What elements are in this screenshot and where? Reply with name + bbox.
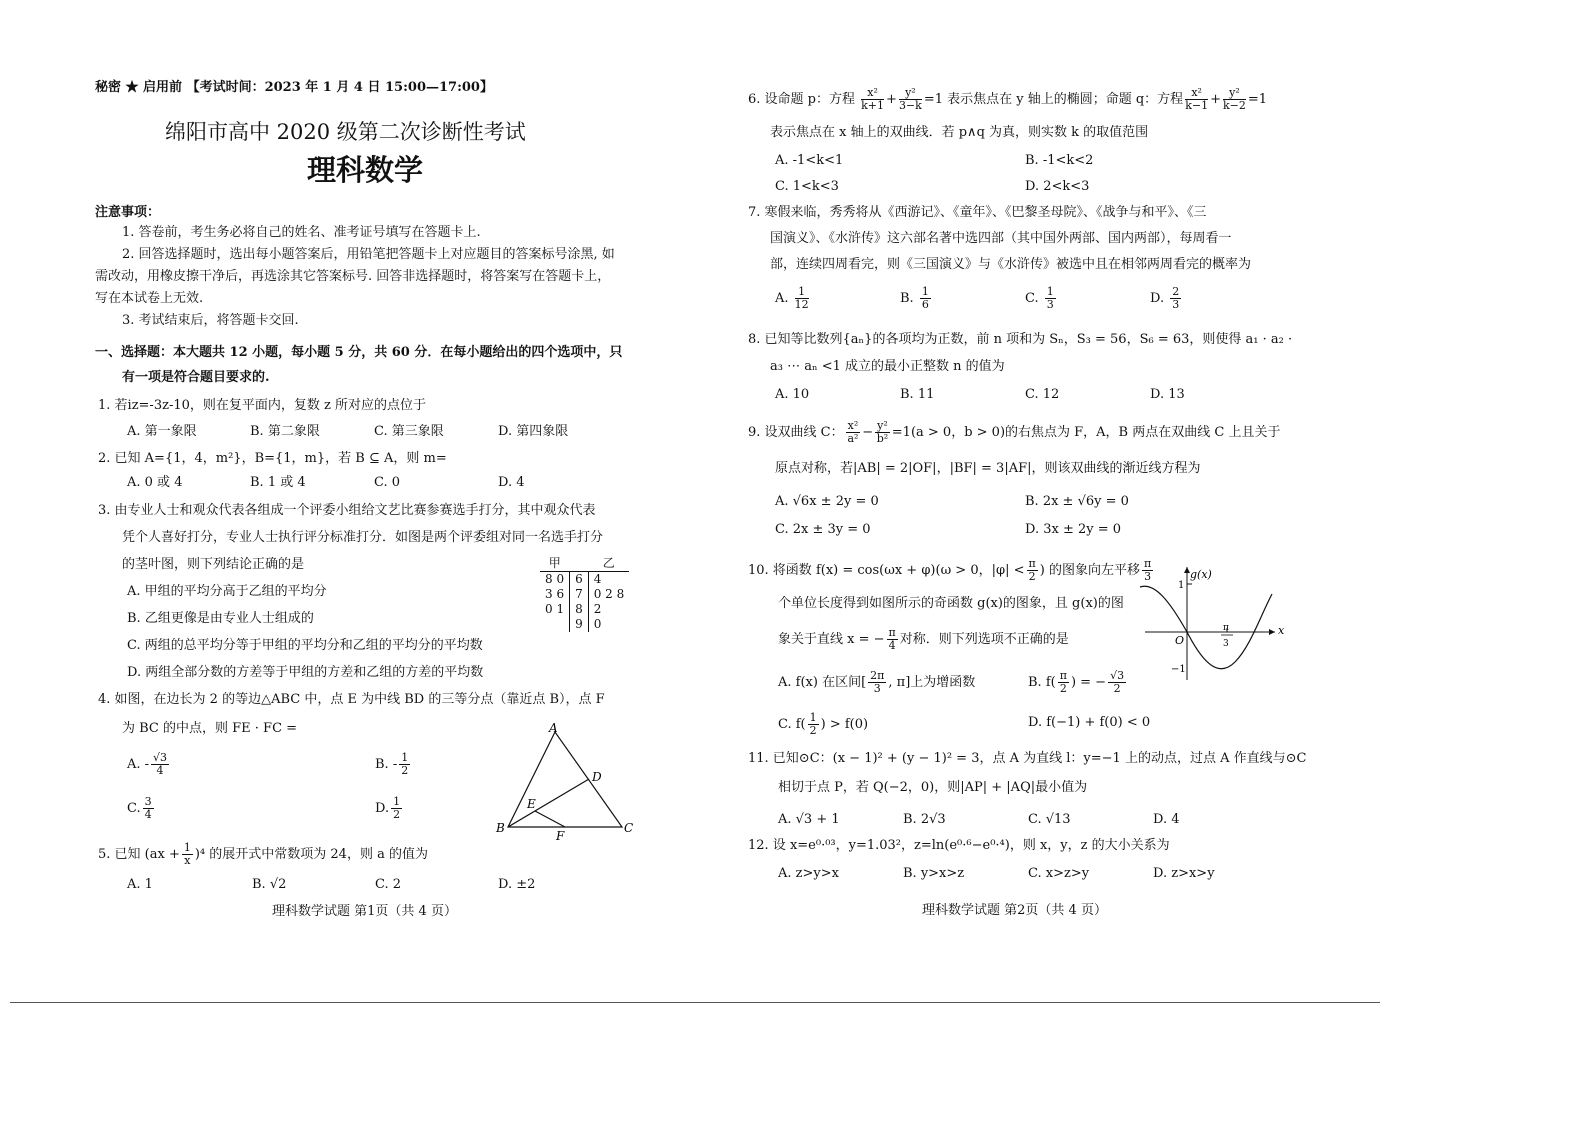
q6-option-a: A. -1<k<1	[775, 153, 844, 168]
stem-leaf-right: 0	[593, 617, 602, 631]
graph-y-label: g(x)	[1190, 568, 1212, 581]
q11-stem-cont: 相切于点 P，若 Q(−2，0)，则|AP| + |AQ|最小值为	[778, 780, 1088, 795]
section-heading: 一、选择题：本大题共 12 小题，每小题 5 分，共 60 分．在每小题给出的四个选项中，只	[95, 345, 623, 360]
triangle-figure	[490, 722, 640, 847]
q5-option-d: D. ±2	[498, 877, 536, 892]
q8-option-a: A. 10	[775, 387, 810, 402]
q11-option-c: C. √13	[1028, 812, 1071, 827]
q3-option-c: C. 两组的总平均分等于甲组的平均分和乙组的平均分的平均数	[127, 638, 483, 653]
q4-option-d: D. $\frac{1}{2}$	[375, 795, 401, 821]
q11-option-d: D. 4	[1153, 812, 1180, 827]
q11-stem: 11. 已知⊙C：(x − 1)² + (y − 1)² = 3，点 A 为直线 l：y=−1 上的动点，过点 A 作直线与⊙C	[748, 751, 1307, 766]
q9-option-c: C. 2x ± 3y = 0	[775, 522, 871, 537]
q3-stem: 凭个人喜好打分，专业人士执行评分标准打分．如图是两个评委组对同一名选手打分	[122, 530, 604, 545]
notice-line: 写在本试卷上无效.	[95, 291, 204, 306]
stem-leaf-stem: 6	[570, 572, 589, 588]
q5-option-b: B. √2	[252, 877, 287, 892]
q1-option-c: C. 第三象限	[374, 424, 444, 439]
q2-option-d: D. 4	[498, 475, 525, 490]
q2-option-a: A. 0 或 4	[127, 475, 183, 490]
q7-stem: 部，连续四周看完，则《三国演义》与《水浒传》被选中且在相邻两周看完的概率为	[770, 257, 1252, 272]
q8-option-c: C. 12	[1025, 387, 1060, 402]
q9-stem-cont: 原点对称，若|AB| = 2|OF|，|BF| = 3|AF|，则该双曲线的渐近线方程为	[775, 461, 1201, 476]
notice-line: 3. 考试结束后，将答题卡交回.	[122, 313, 299, 328]
q2-stem: 2. 已知 A={1，4，m²}，B={1，m}，若 B ⊆ A，则 m=	[98, 451, 447, 466]
exam-title: 绵阳市高中 2020 级第二次诊断性考试	[165, 120, 526, 144]
q4-stem: 为 BC 的中点，则 FE · FC =	[122, 721, 298, 736]
q8-option-d: D. 13	[1150, 387, 1185, 402]
q9-option-a: A. √6x ± 2y = 0	[775, 494, 879, 509]
stem-leaf-plot	[540, 556, 629, 632]
q11-option-b: B. 2√3	[903, 812, 946, 827]
vertex-label-e: E	[527, 797, 536, 811]
q12-option-c: C. x>z>y	[1028, 866, 1090, 881]
notice-heading: 注意事项：	[95, 205, 161, 220]
q7-option-b: B. $\frac{1}{6}$	[900, 285, 929, 311]
stem-leaf-stem: 9	[570, 617, 589, 632]
q1-stem: 1. 若iz=-3z-10，则在复平面内，复数 z 所对应的点位于	[98, 398, 426, 413]
q10-option-b: B. f( $\frac{\pi}{2}$ ) = − $\frac{√3}{2}$	[1028, 669, 1125, 695]
subject-title: 理科数学	[307, 153, 424, 187]
q2-option-c: C. 0	[374, 475, 401, 490]
graph-y-top: 1	[1178, 580, 1185, 591]
q2-option-b: B. 1 或 4	[250, 475, 306, 490]
q3-option-b: B. 乙组更像是由专业人士组成的	[127, 611, 314, 626]
q12-option-b: B. y>x>z	[903, 866, 965, 881]
q6-option-b: B. -1<k<2	[1025, 153, 1094, 168]
q7-stem: 国演义》、《水浒传》这六部名著中选四部（其中国外两部、国内两部），每周看一	[770, 231, 1232, 246]
q10-option-c: C. f( $\frac{1}{2}$ ) > f(0)	[778, 711, 869, 737]
q10-stem: 10. 将函数 f(x) = cos(ωx + φ)(ω > 0，|φ| < $\frac{\pi}{2}$ ) 的图象向左平移 $\frac{\pi}{3}$	[748, 557, 1152, 583]
graph-x-label: x	[1278, 624, 1285, 637]
vertex-label-c: C	[624, 821, 634, 835]
section-heading-cont: 有一项是符合题目要求的.	[122, 370, 270, 385]
q6-option-c: C. 1<k<3	[775, 179, 839, 194]
q9-option-d: D. 3x ± 2y = 0	[1025, 522, 1122, 537]
q9-stem: 9. 设双曲线 C： $\frac{\text{x²}}{\text{a²}}$ − $\frac{\text{y²}}{\text{b²}}$ =1(a > 0，b > 0)的右焦点为 F，A，B 两点在双曲线 C 上且关于	[748, 419, 1281, 445]
graph-tick-den: 3	[1223, 639, 1229, 649]
graph-y-bottom: −1	[1171, 664, 1186, 675]
q7-stem: 7. 寒假来临，秀秀将从《西游记》、《童年》、《巴黎圣母院》、《战争与和平》、《三	[748, 205, 1207, 220]
q4-stem: 4. 如图，在边长为 2 的等边△ABC 中，点 E 为中线 BD 的三等分点（靠近点 B），点 F	[98, 692, 605, 707]
stem-leaf-left-head: 甲	[540, 556, 570, 572]
q1-option-d: D. 第四象限	[498, 424, 569, 439]
q5-option-a: A. 1	[127, 877, 153, 892]
q10-stem-cont: 象关于直线 x = − $\frac{\pi}{4}$ 对称．则下列选项不正确的是	[778, 626, 1069, 652]
stem-leaf-left: 3 6	[545, 587, 565, 601]
notice-line: 2. 回答选择题时，选出每小题答案后，用铅笔把答题卡上对应题目的答案标号涂黑, 如	[122, 247, 615, 262]
q6-stem-cont: 表示焦点在 x 轴上的双曲线．若 p∧q 为真，则实数 k 的取值范围	[770, 125, 1149, 140]
q3-option-d: D. 两组全部分数的方差等于甲组的方差和乙组的方差的平均数	[127, 665, 484, 680]
stem-leaf-left: 8 0	[545, 572, 565, 586]
q7-option-c: C. $\frac{1}{3}$	[1025, 285, 1054, 311]
graph-tick-num: π	[1223, 623, 1229, 633]
q8-stem-cont: a₃ ⋯ aₙ <1 成立的最小正整数 n 的值为	[770, 359, 1005, 374]
page-footer: 理科数学试题 第2页（共 4 页）	[922, 903, 1107, 918]
stem-leaf-right-head: 乙	[588, 556, 629, 572]
page-footer: 理科数学试题 第1页（共 4 页）	[272, 904, 457, 919]
q4-option-a: A. - $\frac{√3}{4}$	[127, 751, 168, 777]
vertex-label-f: F	[556, 829, 565, 843]
q9-option-b: B. 2x ± √6y = 0	[1025, 494, 1129, 509]
q7-option-d: D. $\frac{2}{3}$	[1150, 285, 1180, 311]
q5-option-c: C. 2	[375, 877, 402, 892]
sine-graph	[1135, 562, 1285, 682]
q5-stem: 5. 已知 (ax + $\frac{1}{x}$ )⁴ 的展开式中常数项为 24，则 a 的值为	[98, 841, 428, 867]
q7-option-a: A. $\frac{1}{12}$	[775, 285, 809, 311]
q4-option-c: C. $\frac{3}{4}$	[127, 795, 152, 821]
q3-stem: 3. 由专业人士和观众代表各组成一个评委小组给文艺比赛参赛选手打分，其中观众代表	[98, 503, 596, 518]
stem-leaf-right: 4	[593, 572, 602, 586]
q4-option-b: B. - $\frac{1}{2}$	[375, 751, 409, 777]
notice-line: 1. 答卷前，考生务必将自己的姓名、准考证号填写在答题卡上.	[122, 225, 481, 240]
q1-option-a: A. 第一象限	[127, 424, 197, 439]
vertex-label-b: B	[496, 821, 505, 835]
q10-option-d: D. f(−1) + f(0) < 0	[1028, 715, 1151, 730]
q3-stem: 的茎叶图，则下列结论正确的是	[122, 557, 305, 572]
q3-option-a: A. 甲组的平均分高于乙组的平均分	[127, 584, 327, 599]
q6-option-d: D. 2<k<3	[1025, 179, 1090, 194]
q10-option-a: A. f(x) 在区间[ $\frac{2\pi}{3}$ , π]上为增函数	[778, 669, 976, 695]
exam-header: 秘密 ★ 启用前 【考试时间：2023 年 1 月 4 日 15:00—17:00】	[95, 80, 493, 95]
stem-leaf-left	[540, 617, 570, 632]
vertex-label-d: D	[592, 770, 602, 784]
q1-option-b: B. 第二象限	[250, 424, 320, 439]
q12-stem: 12. 设 x=e⁰·⁰³，y=1.03²，z=ln(e⁰·⁶−e⁰·⁴)，则 x，y，z 的大小关系为	[748, 838, 1170, 853]
q11-option-a: A. √3 + 1	[778, 812, 840, 827]
q8-stem: 8. 已知等比数列{aₙ}的各项均为正数，前 n 项和为 Sₙ，S₃ = 56，S₆ = 63，则使得 a₁ · a₂ ·	[748, 332, 1293, 347]
stem-leaf-right: 2	[593, 602, 602, 616]
q8-option-b: B. 11	[900, 387, 935, 402]
notice-line: 需改动，用橡皮擦干净后，再选涂其它答案标号. 回答非选择题时，将答案写在答题卡上，	[95, 269, 611, 284]
q12-option-d: D. z>x>y	[1153, 866, 1215, 881]
stem-leaf-right: 0 2 8	[593, 587, 625, 601]
stem-leaf-stem: 8	[570, 602, 589, 617]
q6-stem: 6. 设命题 p：方程 $\frac{\text{x²}}{k+1}$ + $\frac{\text{y²}}{3-k}$ =1 表示焦点在 y 轴上的椭圆；命题 q：方程 $\frac{\text{x²}}{k-1}$ + $\frac{\text{y²}}{k-2}$ =1	[748, 86, 1268, 112]
stem-leaf-stem: 7	[570, 587, 589, 602]
q12-option-a: A. z>y>x	[778, 866, 839, 881]
vertex-label-a: A	[549, 722, 558, 735]
graph-origin-label: O	[1175, 634, 1185, 647]
bottom-divider	[10, 1002, 1380, 1003]
q10-stem-cont: 个单位长度得到如图所示的奇函数 g(x)的图象，且 g(x)的图	[778, 596, 1124, 611]
stem-leaf-left: 0 1	[545, 602, 565, 616]
